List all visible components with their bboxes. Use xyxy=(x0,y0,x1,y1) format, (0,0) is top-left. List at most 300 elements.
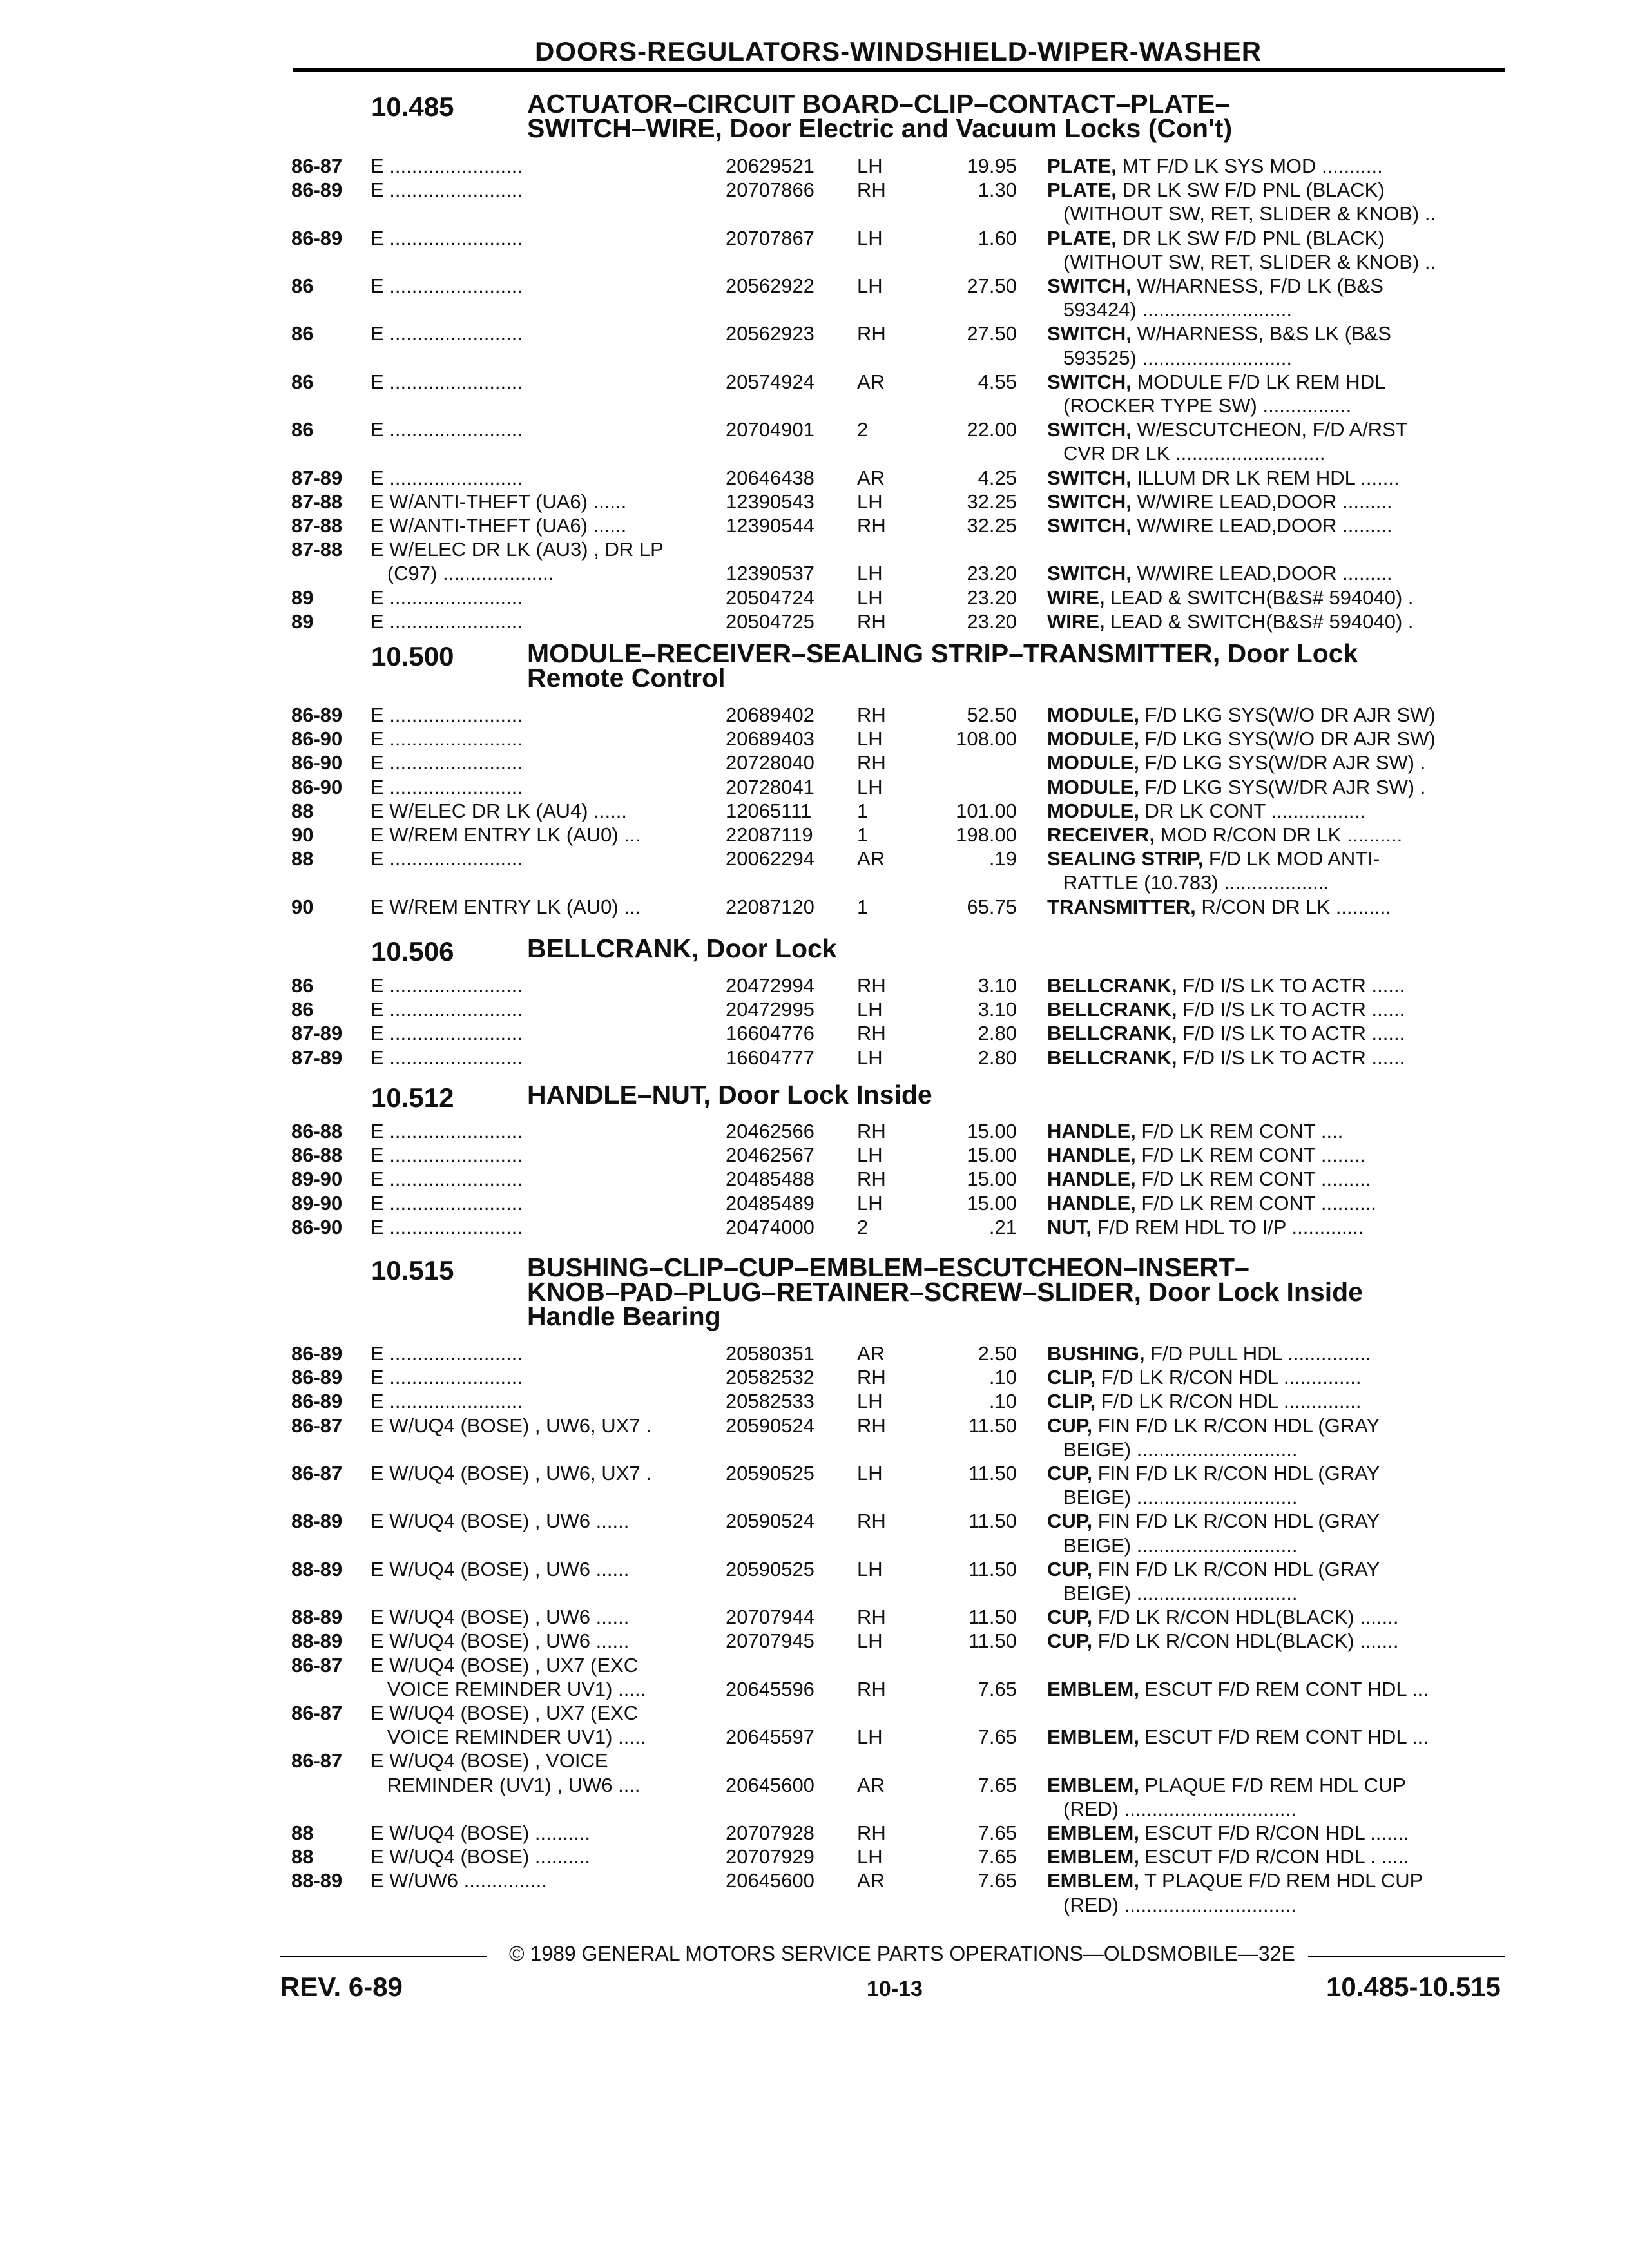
part-description: SWITCH, ILLUM DR LK REM HDL ....... xyxy=(1047,466,1400,489)
price: 11.50 xyxy=(968,1414,1017,1437)
price: .21 xyxy=(988,1215,1017,1238)
usage-notes: E ........................ xyxy=(371,1191,523,1215)
model-year: 88-89 xyxy=(291,1629,343,1653)
price: 11.50 xyxy=(968,1510,1017,1533)
part-description: CLIP, F/D LK R/CON HDL .............. xyxy=(1047,1390,1362,1413)
quantity: RH xyxy=(857,178,886,202)
part-row xyxy=(0,227,1629,250)
section-title-line: ACTUATOR–CIRCUIT BOARD–CLIP–CONTACT–PLATE– xyxy=(527,89,1230,119)
part-number: 22087120 xyxy=(726,895,815,918)
part-row xyxy=(0,1654,1629,1677)
quantity: RH xyxy=(857,610,886,633)
part-number: 20707945 xyxy=(726,1629,815,1653)
usage-notes: E W/REM ENTRY LK (AU0) ... xyxy=(371,823,641,846)
part-description: EMBLEM, T PLAQUE F/D REM HDL CUP xyxy=(1047,1869,1423,1892)
part-row xyxy=(0,751,1629,774)
model-year: 86-90 xyxy=(291,775,343,798)
part-description: HANDLE, F/D LK REM CONT ......... xyxy=(1047,1168,1371,1191)
part-name: EMBLEM, xyxy=(1047,1845,1139,1869)
usage-notes: E ........................ xyxy=(371,727,523,751)
part-description: SWITCH, W/WIRE LEAD,DOOR ......... xyxy=(1047,514,1393,537)
description-continuation xyxy=(0,1438,1629,1461)
part-name: NUT, xyxy=(1047,1215,1092,1238)
part-number: 20645597 xyxy=(726,1725,815,1749)
quantity: LH xyxy=(857,490,883,513)
usage-notes: E W/ANTI-THEFT (UA6) ...... xyxy=(371,490,627,513)
quantity: RH xyxy=(857,1414,886,1437)
part-row xyxy=(0,998,1629,1021)
price: 15.00 xyxy=(967,1168,1017,1191)
continuation-text: (ROCKER TYPE SW) ................ xyxy=(1063,394,1352,417)
usage-notes: VOICE REMINDER UV1) ..... xyxy=(371,1677,646,1700)
usage-notes: (C97) .................... xyxy=(371,562,554,585)
quantity: LH xyxy=(857,274,883,297)
usage-notes: E W/ELEC DR LK (AU4) ...... xyxy=(371,799,627,822)
model-year: 86 xyxy=(291,998,314,1021)
model-year: 86-87 xyxy=(291,1702,343,1724)
usage-notes: E ........................ xyxy=(371,370,523,393)
section-title-line: HANDLE–NUT, Door Lock Inside xyxy=(527,1080,932,1110)
part-description: WIRE, LEAD & SWITCH(B&S# 594040) . xyxy=(1047,586,1414,609)
price: 27.50 xyxy=(967,322,1017,345)
part-name: SWITCH, xyxy=(1047,322,1132,345)
part-description: BELLCRANK, F/D I/S LK TO ACTR ...... xyxy=(1047,1046,1405,1069)
part-row xyxy=(0,562,1629,585)
footer-rule-left xyxy=(280,1956,487,1957)
quantity: LH xyxy=(857,586,883,609)
part-description: EMBLEM, ESCUT F/D R/CON HDL ....... xyxy=(1047,1821,1409,1844)
price: 2.80 xyxy=(978,1046,1017,1069)
price: 2.50 xyxy=(978,1342,1017,1365)
part-row xyxy=(0,178,1629,202)
price: 32.25 xyxy=(967,514,1017,537)
part-row xyxy=(0,538,1629,561)
part-number: 12390543 xyxy=(726,490,815,513)
part-row xyxy=(0,1725,1629,1749)
part-name: SWITCH, xyxy=(1047,562,1132,585)
quantity: LH xyxy=(857,1629,883,1653)
model-year: 86 xyxy=(291,370,314,393)
part-name: CLIP, xyxy=(1047,1390,1096,1413)
part-number: 20728041 xyxy=(726,775,815,798)
part-name: PLATE, xyxy=(1047,178,1117,202)
part-description: CUP, F/D LK R/CON HDL(BLACK) ....... xyxy=(1047,1606,1399,1629)
quantity: LH xyxy=(857,1725,883,1749)
price: 4.25 xyxy=(978,466,1017,489)
model-year: 88 xyxy=(291,847,314,870)
description-continuation xyxy=(0,871,1629,894)
quantity: LH xyxy=(857,1462,883,1485)
part-row xyxy=(0,776,1629,799)
part-name: EMBLEM, xyxy=(1047,1821,1139,1844)
price: 4.55 xyxy=(978,370,1017,393)
part-description: EMBLEM, PLAQUE F/D REM HDL CUP xyxy=(1047,1773,1406,1796)
price: 15.00 xyxy=(967,1191,1017,1215)
page-number: 10-13 xyxy=(867,1977,923,2001)
model-year: 89-90 xyxy=(291,1191,343,1215)
model-year: 86-87 xyxy=(291,1653,343,1677)
section-number: 10.485 xyxy=(371,91,454,122)
section-title xyxy=(527,89,1233,143)
part-description: EMBLEM, ESCUT F/D REM CONT HDL ... xyxy=(1047,1725,1429,1749)
part-description: PLATE, DR LK SW F/D PNL (BLACK) xyxy=(1047,226,1385,249)
section-number: 10.512 xyxy=(371,1082,454,1113)
part-description: NUT, F/D REM HDL TO I/P ............. xyxy=(1047,1215,1364,1238)
part-row xyxy=(0,1749,1629,1773)
usage-notes: E ........................ xyxy=(371,1366,523,1389)
usage-notes: E W/UQ4 (BOSE) , UW6 ...... xyxy=(371,1606,630,1629)
model-year: 87-88 xyxy=(291,538,343,561)
model-year: 88-89 xyxy=(291,1557,343,1581)
part-row xyxy=(0,823,1629,847)
part-name: EMBLEM, xyxy=(1047,1725,1139,1749)
quantity: LH xyxy=(857,1845,883,1869)
page-header: DOORS-REGULATORS-WINDSHIELD-WIPER-WASHER xyxy=(535,36,1262,66)
model-year: 86-89 xyxy=(291,1390,343,1413)
part-number: 12065111 xyxy=(726,799,812,822)
continuation-text: RATTLE (10.783) ................... xyxy=(1063,871,1329,894)
part-row xyxy=(0,704,1629,727)
part-name: SEALING STRIP, xyxy=(1047,847,1204,870)
model-year: 88-89 xyxy=(291,1606,343,1629)
model-year: 86 xyxy=(291,418,314,441)
part-row xyxy=(0,418,1629,441)
section-title-line: BUSHING–CLIP–CUP–EMBLEM–ESCUTCHEON–INSERT– xyxy=(527,1253,1249,1282)
quantity: AR xyxy=(857,847,885,870)
part-row xyxy=(0,1216,1629,1239)
description-continuation xyxy=(0,442,1629,465)
model-year: 90 xyxy=(291,823,314,846)
section-range: 10.485-10.515 xyxy=(1326,1972,1501,2002)
section-title xyxy=(527,1080,932,1110)
usage-notes: E ........................ xyxy=(371,704,523,726)
part-name: MODULE, xyxy=(1047,799,1139,822)
part-name: SWITCH, xyxy=(1047,418,1132,441)
part-description: CUP, FIN F/D LK R/CON HDL (GRAY xyxy=(1047,1510,1380,1533)
description-continuation xyxy=(0,1582,1629,1605)
part-number: 20707944 xyxy=(726,1606,815,1629)
usage-notes: E ........................ xyxy=(371,1022,523,1045)
part-number: 20645600 xyxy=(726,1869,815,1892)
part-row xyxy=(0,1845,1629,1869)
part-name: BELLCRANK, xyxy=(1047,1022,1177,1045)
part-number: 20462566 xyxy=(726,1120,815,1142)
price: 52.50 xyxy=(967,704,1017,726)
part-number: 20472994 xyxy=(726,974,815,997)
part-name: TRANSMITTER, xyxy=(1047,895,1196,918)
quantity: LH xyxy=(857,562,883,585)
usage-notes: E ........................ xyxy=(371,155,523,177)
price: 15.00 xyxy=(967,1120,1017,1142)
model-year: 86-90 xyxy=(291,1215,343,1238)
footer-rule-right xyxy=(1308,1956,1505,1957)
part-name: MODULE, xyxy=(1047,727,1139,751)
price: 27.50 xyxy=(967,274,1017,297)
part-row xyxy=(0,322,1629,345)
price: 7.65 xyxy=(978,1821,1017,1844)
part-number: 20707929 xyxy=(726,1845,815,1869)
part-name: EMBLEM, xyxy=(1047,1869,1139,1892)
usage-notes: E ........................ xyxy=(371,1215,523,1238)
part-description: MODULE, F/D LKG SYS(W/O DR AJR SW) xyxy=(1047,704,1436,726)
model-year: 86 xyxy=(291,322,314,345)
model-year: 86-87 xyxy=(291,1749,343,1773)
quantity: LH xyxy=(857,1191,883,1215)
model-year: 86-89 xyxy=(291,178,343,202)
part-number: 20590524 xyxy=(726,1510,815,1533)
part-description: BELLCRANK, F/D I/S LK TO ACTR ...... xyxy=(1047,1022,1405,1045)
part-name: WIRE, xyxy=(1047,586,1105,609)
model-year: 87-89 xyxy=(291,1022,343,1045)
quantity: RH xyxy=(857,751,886,774)
quantity: LH xyxy=(857,1390,883,1413)
price: 7.65 xyxy=(978,1845,1017,1869)
part-number: 20590525 xyxy=(726,1557,815,1581)
part-row xyxy=(0,1414,1629,1437)
part-number: 20707866 xyxy=(726,178,815,202)
price: 65.75 xyxy=(967,895,1017,918)
part-number: 20646438 xyxy=(726,466,815,489)
usage-notes: E W/UQ4 (BOSE) , UW6 ...... xyxy=(371,1629,630,1653)
model-year: 86-88 xyxy=(291,1120,343,1142)
part-description: MODULE, F/D LKG SYS(W/O DR AJR SW) xyxy=(1047,727,1436,751)
quantity: LH xyxy=(857,775,883,798)
model-year: 89 xyxy=(291,610,314,633)
part-number: 20062294 xyxy=(726,847,815,870)
part-number: 20474000 xyxy=(726,1215,815,1238)
part-number: 20562922 xyxy=(726,274,815,297)
quantity: RH xyxy=(857,1168,886,1191)
price: 11.50 xyxy=(968,1462,1017,1485)
model-year: 86 xyxy=(291,274,314,297)
model-year: 86-88 xyxy=(291,1144,343,1167)
quantity: RH xyxy=(857,1606,886,1629)
part-number: 20504725 xyxy=(726,610,815,633)
part-row xyxy=(0,847,1629,870)
part-number: 20582533 xyxy=(726,1390,815,1413)
part-name: WIRE, xyxy=(1047,610,1105,633)
part-number: 20574924 xyxy=(726,370,815,393)
part-number: 20582532 xyxy=(726,1366,815,1389)
price: 7.65 xyxy=(978,1677,1017,1700)
quantity: LH xyxy=(857,1557,883,1581)
usage-notes: E W/ANTI-THEFT (UA6) ...... xyxy=(371,514,627,537)
quantity: LH xyxy=(857,1046,883,1069)
part-row xyxy=(0,1144,1629,1167)
part-row xyxy=(0,586,1629,610)
part-description: MODULE, F/D LKG SYS(W/DR AJR SW) . xyxy=(1047,775,1426,798)
usage-notes: E ........................ xyxy=(371,1120,523,1142)
price: 198.00 xyxy=(956,823,1017,846)
part-name: EMBLEM, xyxy=(1047,1677,1139,1700)
part-row xyxy=(0,1869,1629,1892)
price: 11.50 xyxy=(968,1629,1017,1653)
part-name: CUP, xyxy=(1047,1510,1093,1533)
part-number: 22087119 xyxy=(726,823,813,846)
part-number: 20689403 xyxy=(726,727,815,751)
section-title-line: SWITCH–WIRE, Door Electric and Vacuum Locks (Con't) xyxy=(527,113,1233,143)
continuation-text: (WITHOUT SW, RET, SLIDER & KNOB) .. xyxy=(1063,202,1436,226)
part-row xyxy=(0,1678,1629,1701)
quantity: AR xyxy=(857,1773,885,1796)
section-title xyxy=(527,1255,1363,1329)
model-year: 89-90 xyxy=(291,1168,343,1191)
quantity: AR xyxy=(857,1869,885,1892)
price: 11.50 xyxy=(968,1606,1017,1629)
part-description: BUSHING, F/D PULL HDL ............... xyxy=(1047,1342,1371,1365)
quantity: 1 xyxy=(857,799,869,822)
part-row xyxy=(0,1774,1629,1797)
part-number: 20590525 xyxy=(726,1462,815,1485)
usage-notes: E W/UQ4 (BOSE) .......... xyxy=(371,1821,591,1844)
usage-notes: E ........................ xyxy=(371,1168,523,1191)
part-description: CLIP, F/D LK R/CON HDL .............. xyxy=(1047,1366,1362,1389)
quantity: RH xyxy=(857,514,886,537)
price: 32.25 xyxy=(967,490,1017,513)
usage-notes: E ........................ xyxy=(371,178,523,202)
price: 1.60 xyxy=(978,226,1017,249)
part-number: 12390544 xyxy=(726,514,815,537)
usage-notes: E W/UQ4 (BOSE) , UW6, UX7 . xyxy=(371,1414,651,1437)
model-year: 88 xyxy=(291,799,314,822)
usage-notes: E W/UQ4 (BOSE) , UW6 ...... xyxy=(371,1510,630,1533)
quantity: RH xyxy=(857,1022,886,1045)
part-row xyxy=(0,1342,1629,1365)
part-number: 20689402 xyxy=(726,704,815,726)
part-description: SEALING STRIP, F/D LK MOD ANTI- xyxy=(1047,847,1380,870)
continuation-text: CVR DR LK ........................... xyxy=(1063,442,1325,465)
part-description: HANDLE, F/D LK REM CONT ........ xyxy=(1047,1144,1365,1167)
part-name: MODULE, xyxy=(1047,704,1139,726)
part-row xyxy=(0,1120,1629,1143)
usage-notes: E W/UQ4 (BOSE) , UX7 (EXC xyxy=(371,1653,639,1677)
model-year: 86-89 xyxy=(291,704,343,726)
part-name: MODULE, xyxy=(1047,775,1139,798)
usage-notes: E W/UQ4 (BOSE) .......... xyxy=(371,1845,591,1869)
part-name: HANDLE, xyxy=(1047,1144,1136,1167)
usage-notes: E W/UQ4 (BOSE) , UW6 ...... xyxy=(371,1557,630,1581)
section-title-line: KNOB–PAD–PLUG–RETAINER–SCREW–SLIDER, Door Lock Inside xyxy=(527,1277,1364,1307)
price: 3.10 xyxy=(978,998,1017,1021)
part-name: BELLCRANK, xyxy=(1047,1046,1177,1069)
section-title-line: Remote Control xyxy=(527,663,726,693)
part-number: 20707928 xyxy=(726,1821,815,1844)
description-continuation xyxy=(0,251,1629,274)
part-description: BELLCRANK, F/D I/S LK TO ACTR ...... xyxy=(1047,974,1405,997)
part-name: EMBLEM, xyxy=(1047,1773,1139,1796)
part-description: EMBLEM, ESCUT F/D R/CON HDL . ..... xyxy=(1047,1845,1409,1869)
part-description: SWITCH, W/ESCUTCHEON, F/D A/RST xyxy=(1047,418,1408,441)
price: 1.30 xyxy=(978,178,1017,202)
part-number: 20645600 xyxy=(726,1773,815,1796)
price: 7.65 xyxy=(978,1869,1017,1892)
part-number: 20485488 xyxy=(726,1168,815,1191)
description-continuation xyxy=(0,1798,1629,1821)
usage-notes: E ........................ xyxy=(371,1342,523,1365)
part-name: BELLCRANK, xyxy=(1047,974,1177,997)
quantity: RH xyxy=(857,1510,886,1533)
price: .10 xyxy=(988,1390,1017,1413)
price: 101.00 xyxy=(956,799,1017,822)
part-name: HANDLE, xyxy=(1047,1191,1136,1215)
part-name: HANDLE, xyxy=(1047,1120,1136,1142)
part-row xyxy=(0,155,1629,178)
description-continuation xyxy=(0,1894,1629,1917)
usage-notes: E W/REM ENTRY LK (AU0) ... xyxy=(371,895,641,918)
model-year: 89 xyxy=(291,586,314,609)
section-title xyxy=(527,639,1358,693)
continuation-text: BEIGE) ............................. xyxy=(1063,1437,1298,1461)
part-description: MODULE, F/D LKG SYS(W/DR AJR SW) . xyxy=(1047,751,1426,774)
part-description: RECEIVER, MOD R/CON DR LK .......... xyxy=(1047,823,1403,846)
part-name: BUSHING, xyxy=(1047,1342,1145,1365)
part-name: BELLCRANK, xyxy=(1047,998,1177,1021)
quantity: LH xyxy=(857,226,883,249)
continuation-text: 593525) ........................... xyxy=(1063,346,1292,369)
continuation-text: (RED) ............................... xyxy=(1063,1797,1296,1820)
description-continuation xyxy=(0,394,1629,418)
model-year: 87-89 xyxy=(291,1046,343,1069)
quantity: AR xyxy=(857,370,885,393)
part-number: 20728040 xyxy=(726,751,815,774)
continuation-text: 593424) ........................... xyxy=(1063,298,1292,322)
part-number: 20485489 xyxy=(726,1191,815,1215)
part-name: MODULE, xyxy=(1047,751,1139,774)
usage-notes: E ........................ xyxy=(371,998,523,1021)
section-title-line: Handle Bearing xyxy=(527,1302,721,1331)
part-description: SWITCH, W/HARNESS, B&S LK (B&S xyxy=(1047,322,1391,345)
part-row xyxy=(0,274,1629,298)
usage-notes: E W/ELEC DR LK (AU3) , DR LP xyxy=(371,538,664,561)
quantity: LH xyxy=(857,155,883,177)
part-row xyxy=(0,1821,1629,1845)
quantity: 1 xyxy=(857,895,869,918)
part-description: HANDLE, F/D LK REM CONT .......... xyxy=(1047,1191,1376,1215)
model-year: 86 xyxy=(291,974,314,997)
quantity: RH xyxy=(857,974,886,997)
price: 108.00 xyxy=(956,727,1017,751)
price: 23.20 xyxy=(967,610,1017,633)
part-number: 20629521 xyxy=(726,155,815,177)
part-row xyxy=(0,1046,1629,1070)
part-description: HANDLE, F/D LK REM CONT .... xyxy=(1047,1120,1344,1142)
quantity: AR xyxy=(857,466,885,489)
price: .10 xyxy=(988,1366,1017,1389)
usage-notes: E ........................ xyxy=(371,274,523,297)
usage-notes: E ........................ xyxy=(371,775,523,798)
usage-notes: E ........................ xyxy=(371,466,523,489)
copyright-line: © 1989 GENERAL MOTORS SERVICE PARTS OPERATIONS—OLDSMOBILE—32E xyxy=(509,1942,1295,1965)
part-row xyxy=(0,974,1629,997)
quantity: LH xyxy=(857,727,883,751)
section-number: 10.506 xyxy=(371,936,454,966)
price: 23.20 xyxy=(967,562,1017,585)
part-name: PLATE, xyxy=(1047,226,1117,249)
revision-label: REV. 6-89 xyxy=(280,1972,403,2002)
model-year: 87-88 xyxy=(291,514,343,537)
part-row xyxy=(0,610,1629,633)
part-row xyxy=(0,1192,1629,1215)
quantity: RH xyxy=(857,1366,886,1389)
quantity: RH xyxy=(857,1120,886,1142)
part-name: CUP, xyxy=(1047,1629,1093,1653)
usage-notes: E W/UQ4 (BOSE) , VOICE xyxy=(371,1749,608,1773)
price: 22.00 xyxy=(967,418,1017,441)
model-year: 86-87 xyxy=(291,1462,343,1485)
section-title xyxy=(527,936,837,961)
description-continuation xyxy=(0,1534,1629,1557)
part-row xyxy=(0,800,1629,823)
